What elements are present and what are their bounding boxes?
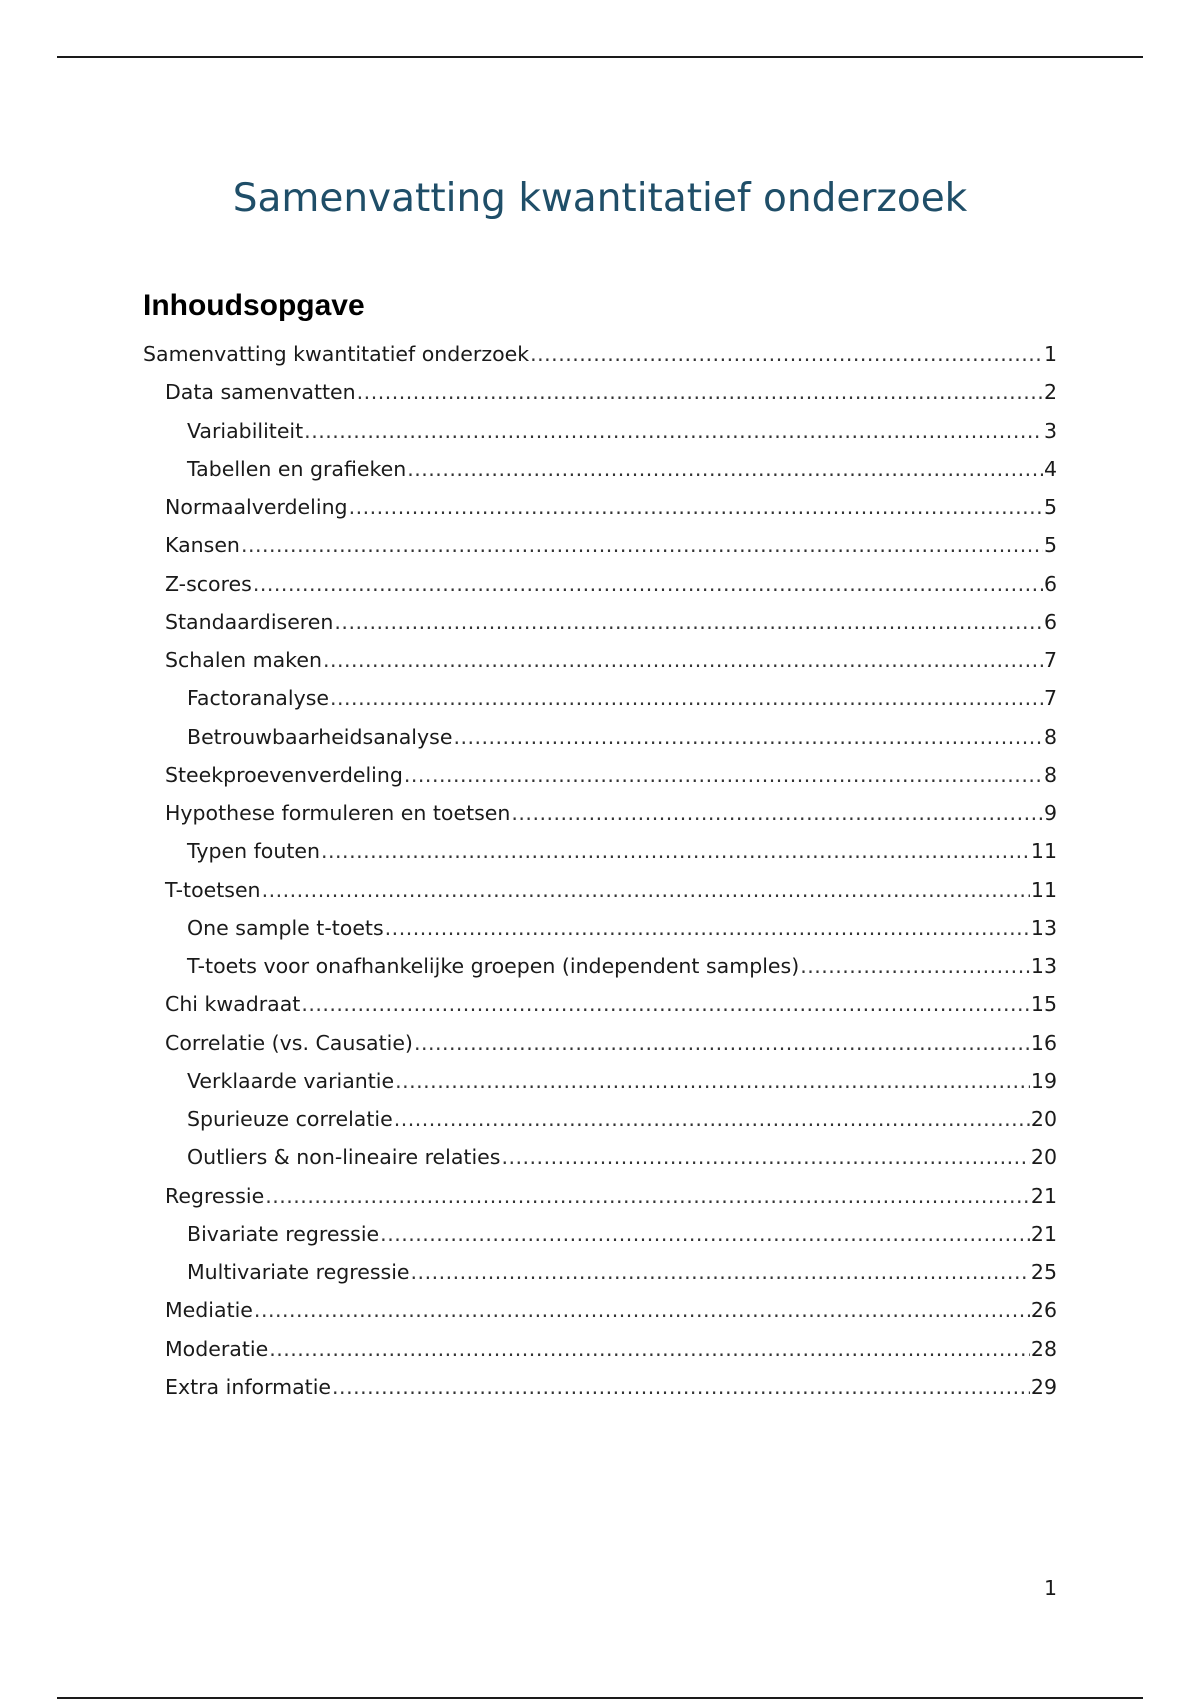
toc-dot-leader: [349, 488, 1043, 526]
toc-entry-page: 13: [1030, 954, 1057, 978]
toc-entry[interactable]: [143, 641, 1057, 679]
toc-entry-page: 28: [1030, 1336, 1057, 1361]
toc-entry-label: Normaalverdeling: [165, 495, 348, 519]
toc-entry-page: 25: [1030, 1260, 1057, 1284]
toc-entry-page: 26: [1030, 1298, 1057, 1323]
toc-dot-leader: [394, 1100, 1030, 1138]
toc-entry-label: Data samenvatten: [165, 380, 356, 405]
toc-dot-leader: [265, 1177, 1030, 1215]
toc-dot-leader: [262, 871, 1030, 909]
toc-dot-leader: [304, 412, 1043, 450]
toc-dot-leader: [530, 335, 1043, 373]
toc-entry-label: Mediatie: [165, 1298, 253, 1323]
toc-dot-leader: [269, 1330, 1030, 1368]
document-title: Samenvatting kwantitatief onderzoek: [232, 176, 968, 221]
toc-entry-label: Chi kwadraat: [165, 992, 301, 1017]
toc-entry[interactable]: [143, 832, 1057, 870]
toc-entry[interactable]: [143, 412, 1057, 450]
toc-entry-label: One sample t-toets: [187, 915, 384, 940]
toc-entry[interactable]: [143, 679, 1057, 717]
toc-entry[interactable]: [143, 871, 1057, 909]
toc-dot-leader: [453, 718, 1043, 756]
toc-dot-leader: [334, 603, 1043, 641]
toc-entry[interactable]: [143, 985, 1057, 1023]
toc-entry[interactable]: [143, 1368, 1057, 1406]
toc-entry-page: 29: [1030, 1374, 1057, 1399]
toc-entry[interactable]: [143, 794, 1057, 832]
toc-entry-label: Multivariate regressie: [187, 1260, 410, 1284]
toc-dot-leader: [511, 794, 1043, 832]
toc-entry[interactable]: [143, 488, 1057, 526]
toc-entry[interactable]: [143, 1024, 1057, 1062]
toc-entry-page: 15: [1030, 992, 1057, 1017]
toc-dot-leader: [241, 526, 1043, 564]
toc-entry-page: 6: [1043, 571, 1057, 596]
toc-dot-leader: [800, 947, 1030, 985]
toc-dot-leader: [301, 985, 1030, 1023]
toc-entry-page: 8: [1043, 724, 1057, 749]
toc-entry[interactable]: [143, 1177, 1057, 1215]
toc-entry-page: 8: [1043, 762, 1057, 787]
toc-dot-leader: [332, 1368, 1030, 1406]
toc-entry-label: Typen fouten: [187, 839, 320, 864]
toc-entry[interactable]: [143, 373, 1057, 411]
toc-entry-label: Z-scores: [165, 571, 252, 596]
toc-entry[interactable]: [143, 718, 1057, 756]
toc-entry[interactable]: [143, 909, 1057, 947]
page-number: 1: [1043, 1576, 1057, 1600]
toc-entry[interactable]: [143, 1138, 1057, 1176]
toc-entry-label: Verklaarde variantie: [187, 1068, 395, 1093]
toc-entry-label: Factoranalyse: [187, 686, 329, 711]
toc-dot-leader: [395, 1062, 1030, 1100]
toc-entry-page: 19: [1030, 1068, 1057, 1093]
toc-entry-label: Samenvatting kwantitatief onderzoek: [143, 342, 530, 366]
toc-entry-label: Extra informatie: [165, 1374, 332, 1399]
toc-entry-label: Tabellen en grafieken: [187, 456, 407, 481]
toc-entry-label: Moderatie: [165, 1336, 269, 1361]
toc-entry[interactable]: [143, 603, 1057, 641]
toc-entry-page: 7: [1043, 648, 1057, 672]
toc-dot-leader: [407, 450, 1043, 488]
footer-rule: [57, 1697, 1143, 1699]
toc-entry-page: 16: [1030, 1030, 1057, 1055]
toc-entry-label: Bivariate regressie: [187, 1221, 380, 1246]
toc-entry[interactable]: [143, 1062, 1057, 1100]
toc-dot-leader: [254, 1291, 1030, 1329]
toc-entry-label: Spurieuze correlatie: [187, 1107, 393, 1131]
toc-entry-label: Steekproevenverdeling: [165, 762, 403, 787]
toc-entry[interactable]: [143, 565, 1057, 603]
toc-dot-leader: [330, 679, 1043, 717]
toc-dot-leader: [411, 1253, 1030, 1291]
toc-dot-leader: [321, 832, 1030, 870]
toc-entry-label: Betrouwbaarheidsanalyse: [187, 724, 453, 749]
toc-entry-page: 2: [1043, 380, 1057, 405]
toc-entry-page: 13: [1030, 915, 1057, 940]
table-of-contents: [143, 335, 1057, 1406]
toc-entry-label: T-toets voor onafhankelijke groepen (independent samples): [187, 954, 800, 978]
toc-entry-label: Variabiliteit: [187, 418, 304, 443]
toc-entry[interactable]: [143, 1253, 1057, 1291]
toc-entry-page: 9: [1043, 801, 1057, 825]
toc-dot-leader: [323, 641, 1043, 679]
toc-entry-page: 21: [1030, 1183, 1057, 1208]
toc-entry-label: Regressie: [165, 1183, 265, 1208]
toc-dot-leader: [253, 565, 1043, 603]
toc-dot-leader: [380, 1215, 1030, 1253]
toc-heading: Inhoudsopgave: [143, 289, 365, 322]
toc-entry[interactable]: [143, 450, 1057, 488]
toc-entry-page: 11: [1030, 877, 1057, 902]
toc-dot-leader: [357, 373, 1043, 411]
toc-entry[interactable]: [143, 335, 1057, 373]
toc-entry[interactable]: [143, 947, 1057, 985]
header-rule: [57, 56, 1143, 58]
toc-entry-page: 20: [1030, 1107, 1057, 1131]
toc-entry-label: Kansen: [165, 533, 240, 558]
toc-entry[interactable]: [143, 1100, 1057, 1138]
toc-entry-page: 20: [1030, 1145, 1057, 1170]
toc-entry-page: 7: [1043, 686, 1057, 711]
toc-dot-leader: [404, 756, 1043, 794]
toc-entry-label: Schalen maken: [165, 648, 322, 672]
toc-entry[interactable]: [143, 756, 1057, 794]
toc-entry-page: 1: [1043, 342, 1057, 366]
toc-entry-label: Hypothese formuleren en toetsen: [165, 801, 511, 825]
toc-entry-page: 6: [1043, 609, 1057, 634]
toc-entry-page: 4: [1043, 456, 1057, 481]
toc-entry-label: Outliers & non-lineaire relaties: [187, 1145, 501, 1170]
toc-entry-page: 11: [1030, 839, 1057, 864]
toc-entry[interactable]: [143, 1215, 1057, 1253]
toc-entry-page: 5: [1043, 495, 1057, 519]
toc-entry[interactable]: [143, 526, 1057, 564]
toc-entry-page: 21: [1030, 1221, 1057, 1246]
toc-entry-page: 5: [1043, 533, 1057, 558]
toc-entry-label: Correlatie (vs. Causatie): [165, 1030, 413, 1055]
toc-dot-leader: [501, 1138, 1029, 1176]
toc-dot-leader: [414, 1024, 1030, 1062]
toc-entry[interactable]: [143, 1330, 1057, 1368]
toc-entry-page: 3: [1043, 418, 1057, 443]
toc-entry-label: T-toetsen: [165, 877, 261, 902]
toc-entry[interactable]: [143, 1291, 1057, 1329]
toc-entry-label: Standaardiseren: [165, 609, 334, 634]
toc-dot-leader: [385, 909, 1030, 947]
